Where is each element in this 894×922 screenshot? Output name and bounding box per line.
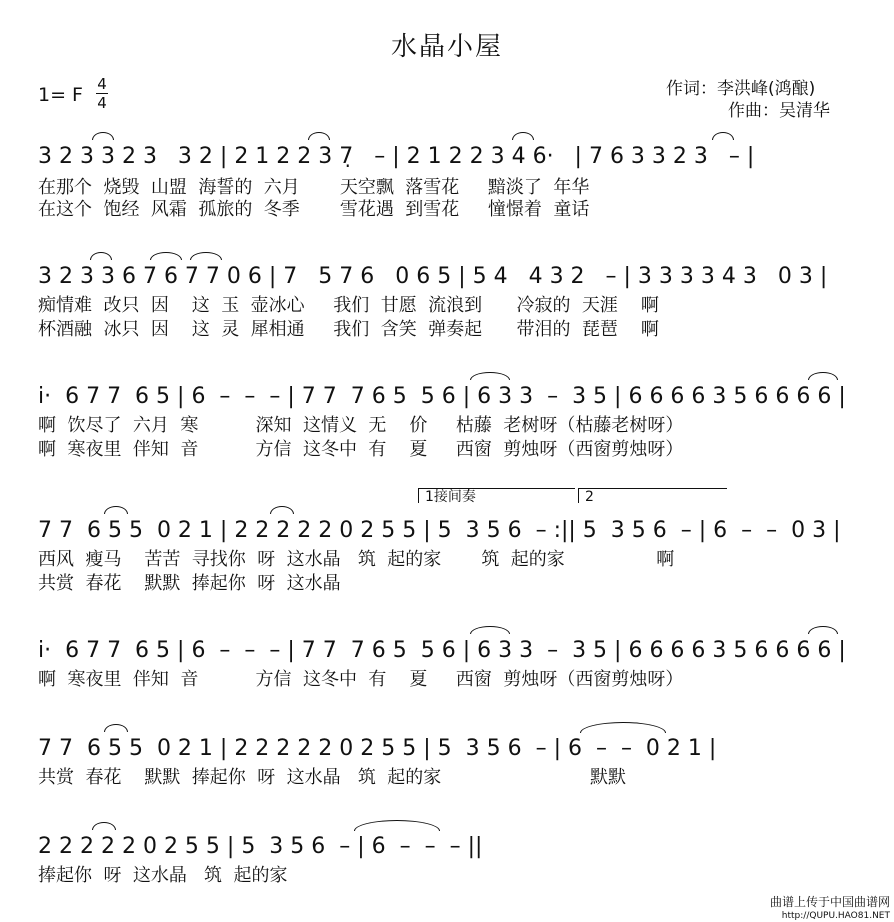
notation-line: i· 6 7 7 6 5 | 6 – – – | 7 7 7 6 5 5 6 | 6 3 3 – 3 5 | 6 6 6 6 3 5 6 6 6 6 | xyxy=(38,384,846,409)
lyric-line-2: 共赏 春花 默默 捧起你 呀 这水晶 xyxy=(38,573,341,594)
slur xyxy=(808,626,838,634)
slur xyxy=(90,252,112,260)
time-signature-top: 4 xyxy=(97,75,107,93)
time-signature xyxy=(96,76,108,111)
notation-line: 7 7 6 5 5 0 2 1 | 2 2 2 2 2 0 2 5 5 | 5 3 5 6 – :|| 5 3 5 6 – | 6 – – 0 3 | xyxy=(38,518,841,543)
slur xyxy=(712,132,734,140)
lyric-line-1: 共赏 春花 默默 捧起你 呀 这水晶 筑 起的家 默默 xyxy=(38,767,627,788)
slur xyxy=(104,506,128,514)
score-title: 水晶小屋 xyxy=(390,32,503,62)
slur xyxy=(808,372,838,380)
notation-line: 3 2 3 3 2 3 3 2 | 2 1 2 2 3 7̣ – | 2 1 2 2 3 4 6· | 7 6 3 3 2 3 – | xyxy=(38,144,755,169)
slur xyxy=(104,724,128,732)
lyric-line-2: 在这个 饱经 风霜 孤旅的 冬季 雪花遇 到雪花 憧憬着 童话 xyxy=(38,199,590,220)
slur xyxy=(512,132,534,140)
slur xyxy=(190,252,222,260)
composer-credit: 作曲：吴清华 xyxy=(728,101,830,121)
slur xyxy=(580,722,666,733)
key-signature: 1= F xyxy=(38,84,83,106)
volta-first: 1接间奏 xyxy=(418,488,575,503)
slur xyxy=(354,820,440,831)
slur xyxy=(470,626,510,634)
slur xyxy=(150,252,182,260)
slur xyxy=(92,822,116,830)
lyric-line-1: 啊 饮尽了 六月 寒 深知 这情义 无 价 枯藤 老树呀（枯藤老树呀） xyxy=(38,415,684,436)
notation-line: 7 7 6 5 5 0 2 1 | 2 2 2 2 2 0 2 5 5 | 5 3 5 6 – | 6 – – 0 2 1 | xyxy=(38,736,717,761)
time-signature-bottom: 4 xyxy=(97,94,107,112)
lyric-line-1: 西风 瘦马 苦苦 寻找你 呀 这水晶 筑 起的家 筑 起的家 啊 xyxy=(38,549,675,570)
lyric-line-1: 痴情难 改只 因 这 玉 壶冰心 我们 甘愿 流浪到 冷寂的 天涯 啊 xyxy=(38,295,659,316)
lyricist-credit: 作词：李洪峰(鸿酿) xyxy=(666,79,816,99)
slur xyxy=(270,506,294,514)
lyric-line-1: 在那个 烧毁 山盟 海誓的 六月 天空飘 落雪花 黯淡了 年华 xyxy=(38,177,590,198)
lyric-line-2: 杯酒融 冰只 因 这 灵 犀相通 我们 含笑 弹奏起 带泪的 琵琶 啊 xyxy=(38,319,659,340)
slur xyxy=(308,132,330,140)
slur xyxy=(470,372,510,380)
notation-line: 2 2 2 2 2 0 2 5 5 | 5 3 5 6 – | 6 – – – || xyxy=(38,834,483,859)
lyric-line-1: 捧起你 呀 这水晶 筑 起的家 xyxy=(38,865,288,886)
notation-line: 3 2 3 3 6 7 6 7 7 0 6 | 7 5 7 6 0 6 5 | 5 4 4 3 2 – | 3 3 3 3 4 3 0 3 | xyxy=(38,264,828,289)
slur xyxy=(92,132,114,140)
footer-site: 曲谱上传于中国曲谱网 xyxy=(769,895,890,909)
lyric-line-2: 啊 寒夜里 伴知 音 方信 这冬中 有 夏 西窗 剪烛呀（西窗剪烛呀） xyxy=(38,439,684,460)
lyric-line-1: 啊 寒夜里 伴知 音 方信 这冬中 有 夏 西窗 剪烛呀（西窗剪烛呀） xyxy=(38,669,684,690)
volta-second: 2 xyxy=(578,488,727,503)
footer-url: http://QUPU.HAO81.NET xyxy=(781,911,890,921)
notation-line: i· 6 7 7 6 5 | 6 – – – | 7 7 7 6 5 5 6 | 6 3 3 – 3 5 | 6 6 6 6 3 5 6 6 6 6 | xyxy=(38,638,846,663)
